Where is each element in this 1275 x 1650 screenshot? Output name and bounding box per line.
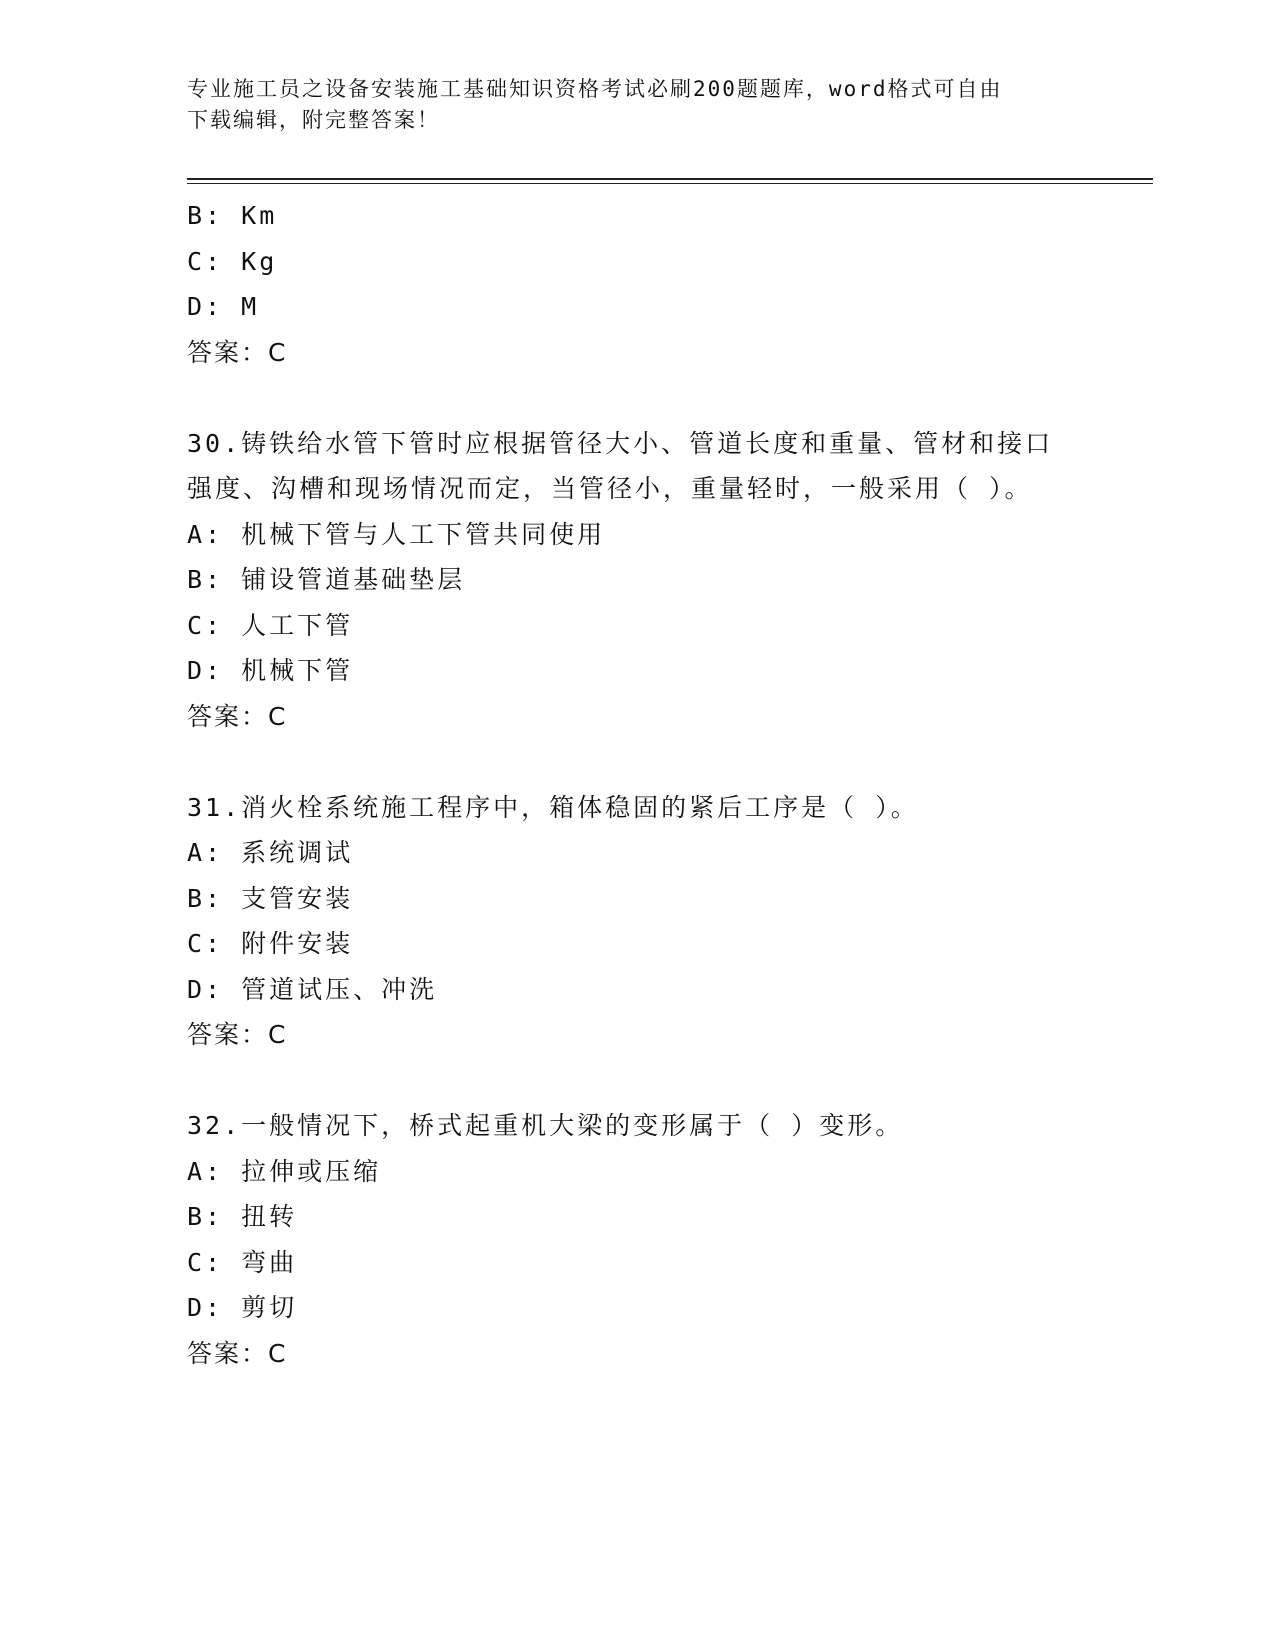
option-c: C: 弯曲 [187,1247,298,1277]
option-d: D: 剪切 [187,1293,298,1322]
spacer [187,739,1087,785]
option-a: A: 机械下管与人工下管共同使用 [187,519,606,549]
option-b: B: 铺设管道基础垫层 [187,565,466,594]
spacer [187,375,1087,421]
option-d: D: 机械下管 [187,656,354,685]
question-list [187,193,1087,1376]
question-stem: 30.铸铁给水管下管时应根据管径大小、管道长度和重量、管材和接口 [187,428,1054,458]
question-stem: 32.一般情况下，桥式起重机大梁的变形属于（ ）变形。 [187,1111,904,1140]
spacer [187,1058,1087,1104]
answer: 答案：C [187,1338,288,1368]
header-rule-thick [187,178,1153,180]
header-rule-thin [187,183,1153,184]
question-29 [187,193,1087,375]
header-line-2: 下载编辑，附完整答案！ [187,108,440,132]
option-a: A: 拉伸或压缩 [187,1156,382,1186]
question-32 [187,1103,1087,1376]
option-d: D: 管道试压、冲洗 [187,974,438,1004]
answer: 答案：C [187,1020,288,1049]
answer: 答案：C [187,701,288,731]
question-31 [187,785,1087,1058]
option-c: C: 人工下管 [187,610,354,640]
option-b: B: 扭转 [187,1202,298,1231]
answer: 答案：C [187,337,288,367]
question-30 [187,421,1087,740]
document-header [187,74,1067,136]
option-d: D: M [187,292,260,321]
question-stem-continued: 强度、沟槽和现场情况而定，当管径小，重量轻时，一般采用（ ）。 [187,474,1033,503]
option-c: C: Kg [187,246,278,276]
option-a: A: 系统调试 [187,838,354,867]
option-b: B: 支管安装 [187,883,354,913]
option-b: B: Km [187,201,278,230]
option-c: C: 附件安装 [187,929,354,958]
question-stem: 31.消火栓系统施工程序中，箱体稳固的紧后工序是（ ）。 [187,792,919,822]
header-line-1: 专业施工员之设备安装施工基础知识资格考试必刷200题题库，word格式可自由 [187,77,1003,101]
